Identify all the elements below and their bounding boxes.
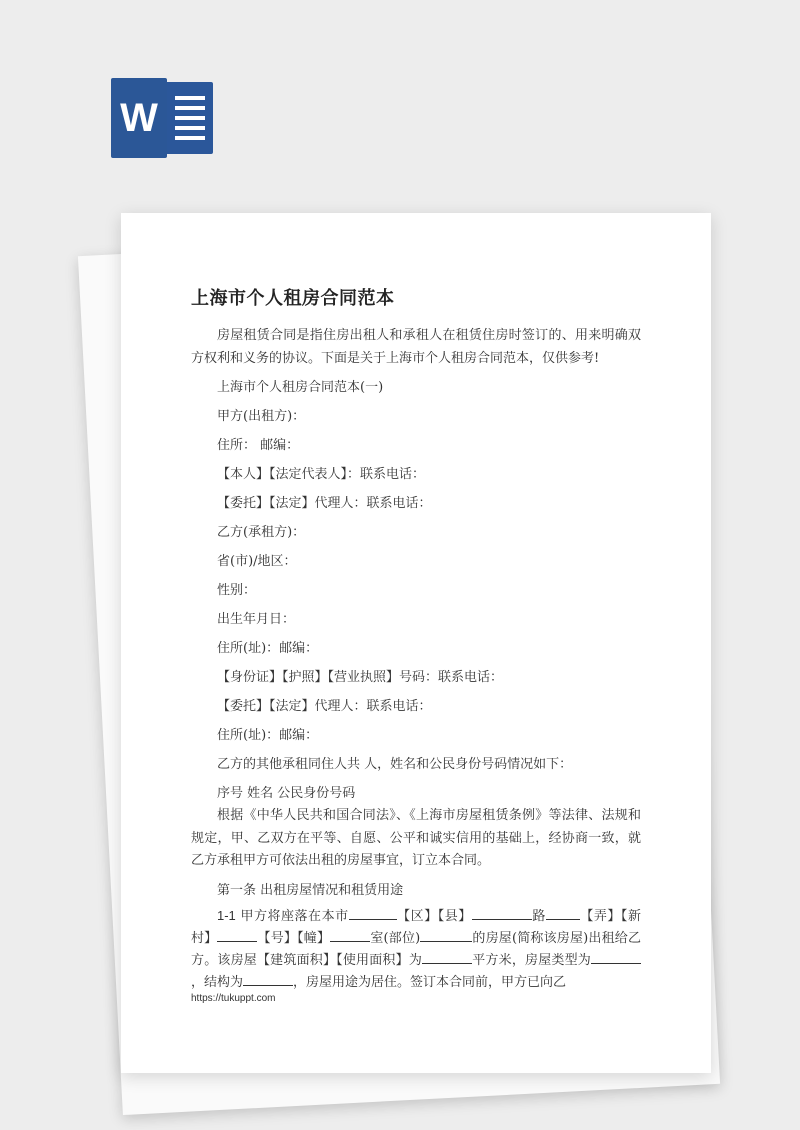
word-letter-tile: W	[111, 78, 167, 158]
party-a-representative: 【本人】【法定代表人】：联系电话：	[217, 467, 426, 482]
legal-basis-paragraph: 根据《中华人民共和国合同法》、《上海市房屋租赁条例》等法律、法规和规定，甲、乙双方在平等、自愿、公平和诚实信用的基础上，经协商一致，就乙方承租甲方可依法出租的房屋事宜，订立本合同。	[191, 808, 641, 868]
co-tenants-columns: 序号 姓名 公民身份号码	[217, 786, 356, 801]
party-a-agent: 【委托】【法定】代理人：联系电话：	[217, 496, 432, 511]
party-a-label: 甲方(出租方)：	[217, 409, 306, 424]
clause-1-1: 1-1 甲方将座落在本市 【区】【县】 路 【弄】【新村】 【号】【幢】 室(部位) 的房屋(简称该房屋)出租给乙方。该房屋【建筑面积】【使用面积】为 平方米，房屋类型为，结构为 ，房屋用途为居住。签订本合同前，甲方已向乙	[191, 908, 641, 990]
footer-url: https://tukuppt.com	[191, 993, 276, 1004]
co-tenants-line: 乙方的其他承租同住人共 人，姓名和公民身份号码情况如下：	[217, 757, 573, 772]
contract-subtitle: 上海市个人租房合同范本(一)	[217, 380, 384, 395]
party-b-birthdate: 出生年月日：	[217, 612, 296, 627]
party-b-gender: 性别：	[217, 583, 257, 598]
party-b-address: 住所(址)：邮编：	[217, 641, 319, 656]
party-b-id: 【身份证】【护照】【营业执照】号码：联系电话：	[217, 670, 504, 685]
party-b-agent-address: 住所(址)：邮编：	[217, 728, 319, 743]
party-a-address: 住所： 邮编：	[217, 438, 300, 453]
intro-paragraph: 房屋租赁合同是指住房出租人和承租人在租赁住房时签订的、用来明确双方权利和义务的协议。下面是关于上海市个人租房合同范本，仅供参考!	[191, 328, 641, 366]
party-b-region: 省(市)/地区：	[217, 554, 297, 569]
party-b-agent: 【委托】【法定】代理人：联系电话：	[217, 699, 432, 714]
party-b-label: 乙方(承租方)：	[217, 525, 306, 540]
document-title: 上海市个人租房合同范本	[191, 288, 395, 309]
word-app-icon	[111, 78, 215, 158]
article-1-heading: 第一条 出租房屋情况和租赁用途	[217, 883, 404, 898]
clause-number: 1-1	[217, 908, 236, 923]
